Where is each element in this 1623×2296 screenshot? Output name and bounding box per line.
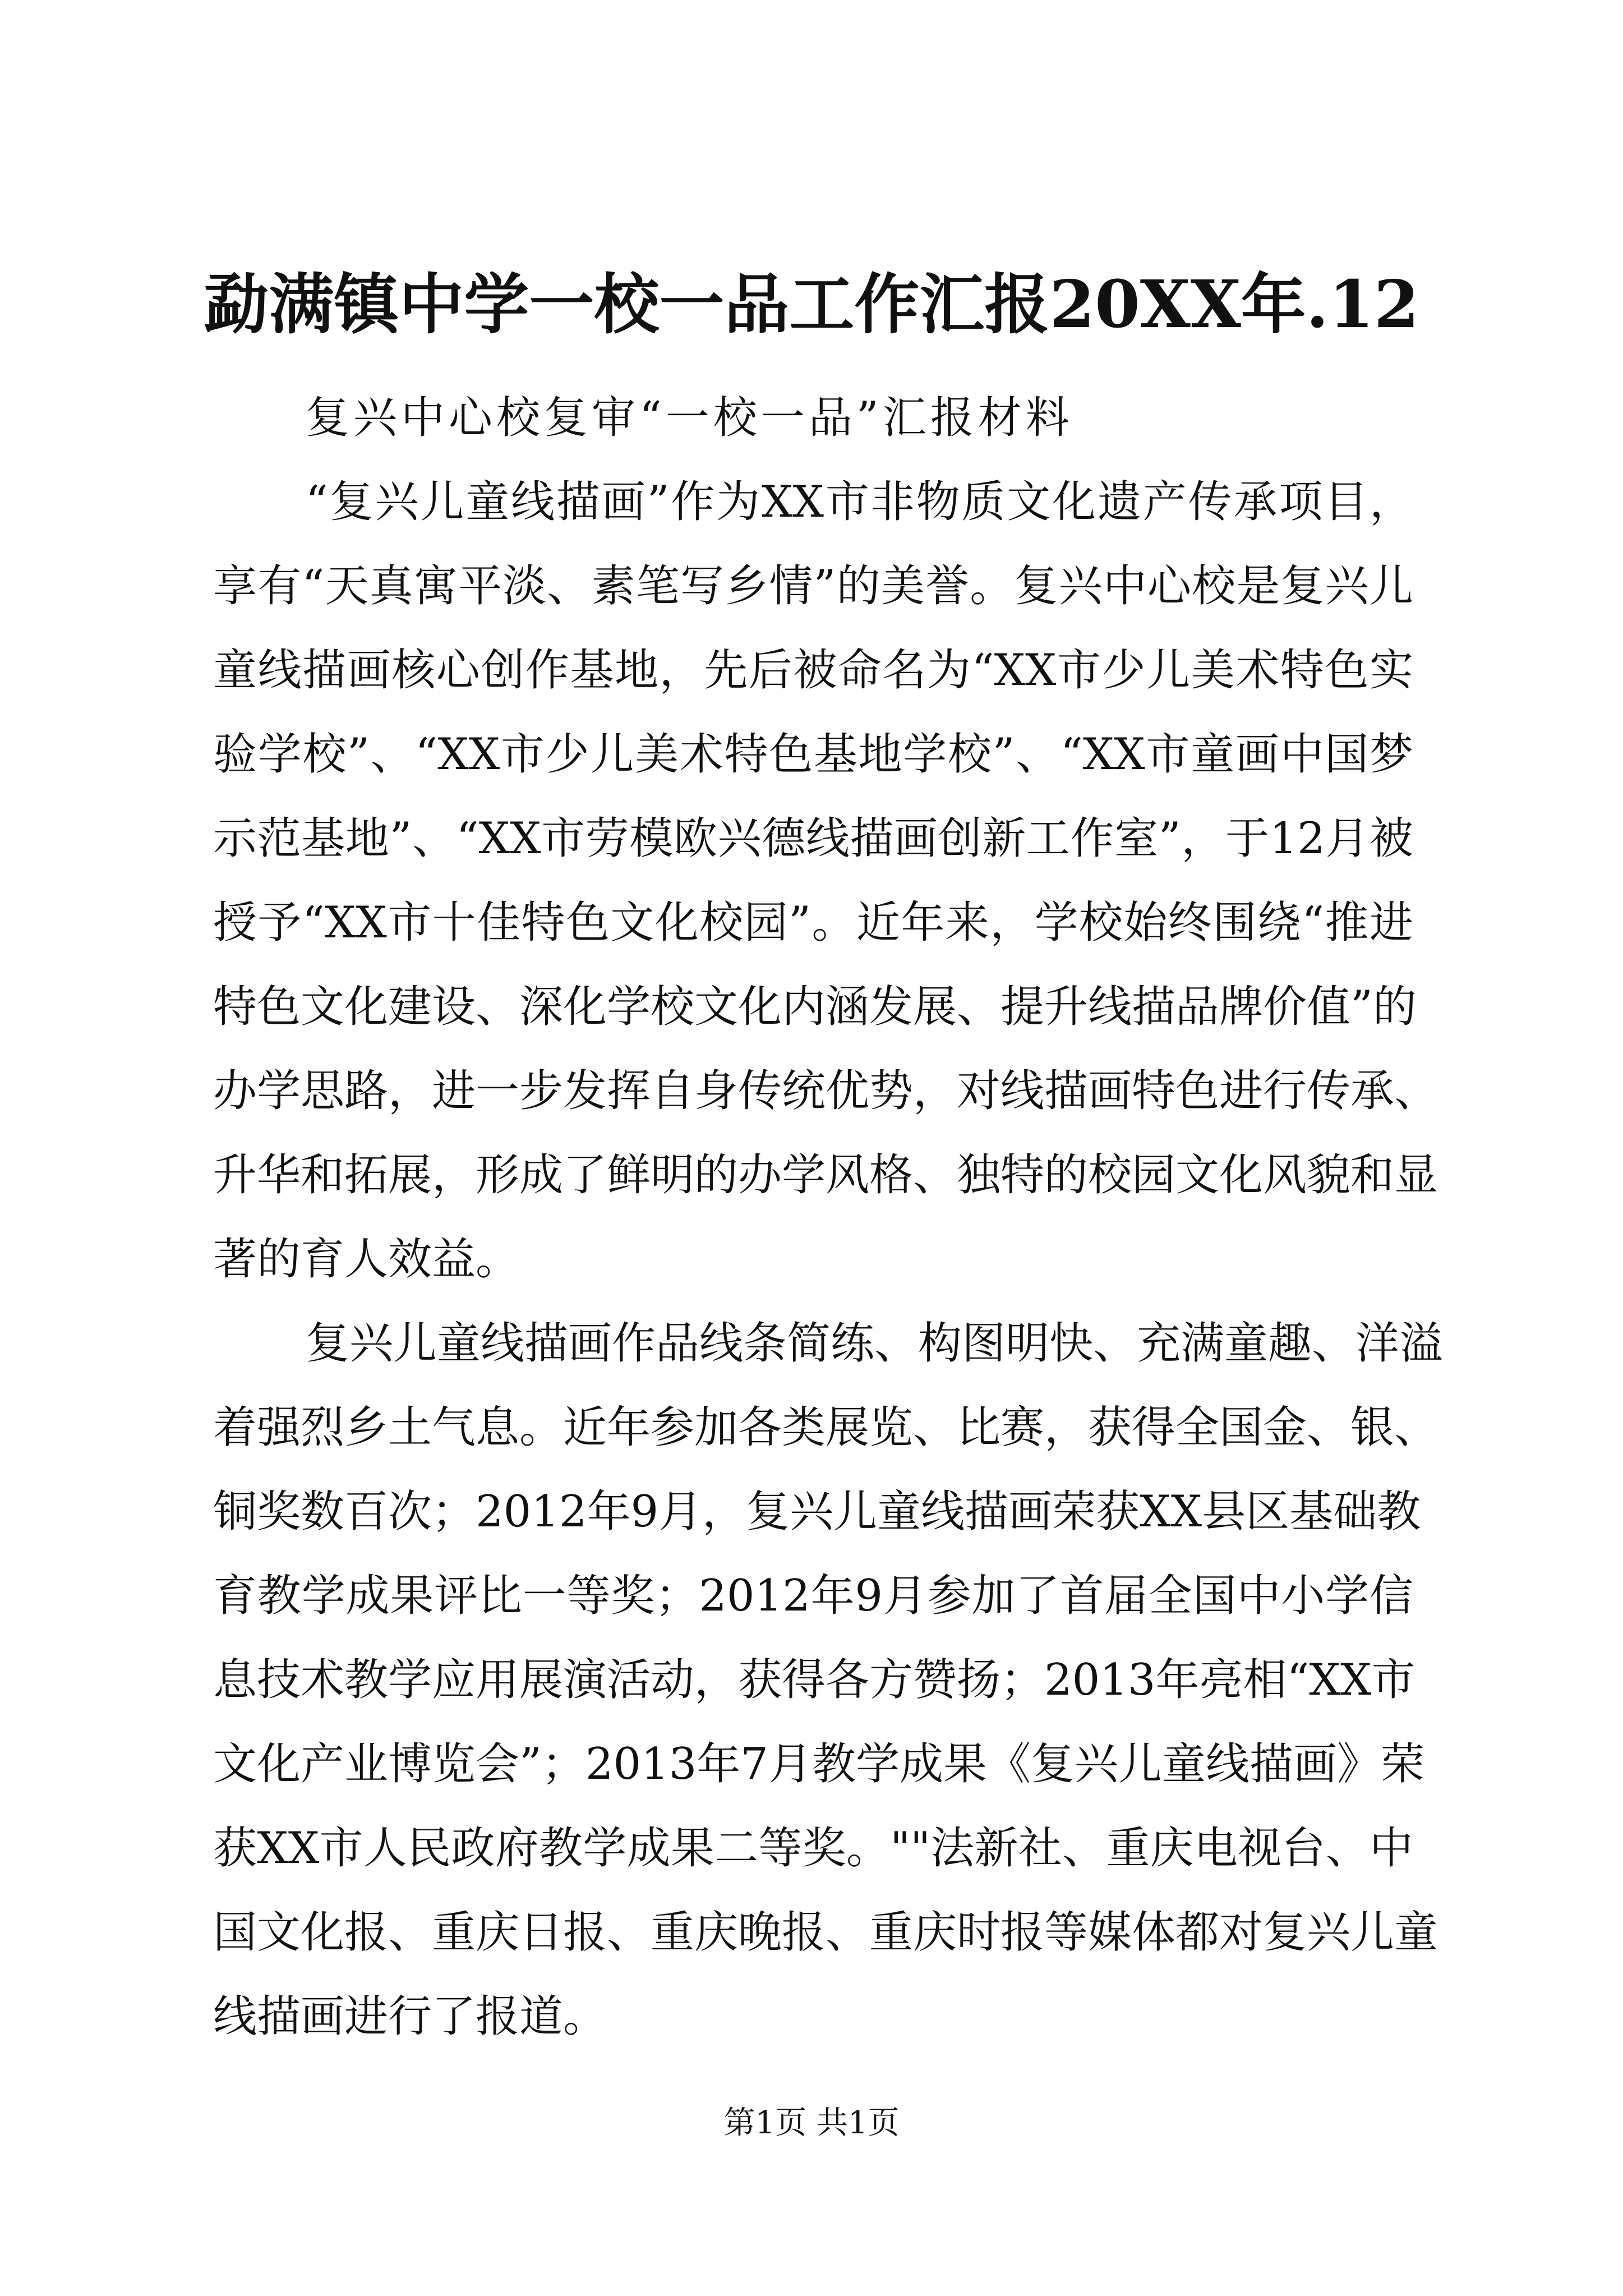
paragraph-1-line-7: 特色文化建设、深化学校文化内涵发展、提升线描品牌价值”的 [213,982,1417,1032]
paragraph-1-line-3: 童线描画核心创作基地，先后被命名为“XX市少儿美术特色实 [213,645,1413,696]
document-subtitle: 复兴中心校复审“一校一品”汇报材料 [306,393,1073,443]
paragraph-2-line-6: 文化产业博览会”；2013年7月教学成果《复兴儿童线描画》荣 [213,1739,1425,1789]
paragraph-2-line-9: 线描画进行了报道。 [213,1991,607,2042]
paragraph-1-line-1: “复兴儿童线描画”作为XX市非物质文化遗产传承项目， [306,477,1413,527]
paragraph-1-line-9: 升华和拓展，形成了鲜明的办学风格、独特的校园文化风貌和显 [213,1150,1438,1200]
paragraph-2-line-5: 息技术教学应用展演活动，获得各方赞扬；2013年亮相“XX市 [213,1655,1415,1705]
paragraph-1-line-8: 办学思路，进一步发挥自身传统优势，对线描画特色进行传承、 [213,1066,1438,1116]
page-footer: 第1页 共1页 [723,2105,900,2141]
paragraph-2-line-4: 育教学成果评比一等奖；2012年9月参加了首届全国中小学信 [213,1571,1413,1621]
paragraph-1-line-5: 示范基地”、“XX市劳模欧兴德线描画创新工作室”，于12月被 [213,813,1413,864]
document-title: 勐满镇中学一校一品工作汇报20XX年.12 [204,266,1419,343]
paragraph-2-line-3: 铜奖数百次；2012年9月，复兴儿童线描画荣获XX县区基础教 [213,1487,1421,1537]
paragraph-1-line-4: 验学校”、“XX市少儿美术特色基地学校”、“XX市童画中国梦 [213,729,1413,780]
paragraph-2-line-8: 国文化报、重庆日报、重庆晚报、重庆时报等媒体都对复兴儿童 [213,1907,1438,1958]
paragraph-1-line-10: 著的育人效益。 [213,1234,520,1285]
paragraph-1-line-2: 享有“天真寓平淡、素笔写乡情”的美誉。复兴中心校是复兴儿 [213,561,1413,611]
paragraph-2-line-1: 复兴儿童线描画作品线条简练、构图明快、充满童趣、洋溢 [306,1318,1444,1369]
paragraph-2-line-7: 获XX市人民政府教学成果二等奖。""法新社、重庆电视台、中 [213,1823,1413,1874]
paragraph-1-line-6: 授予“XX市十佳特色文化校园”。近年来，学校始终围绕“推进 [213,898,1413,948]
paragraph-2-line-2: 着强烈乡土气息。近年参加各类展览、比赛，获得全国金、银、 [213,1402,1438,1453]
